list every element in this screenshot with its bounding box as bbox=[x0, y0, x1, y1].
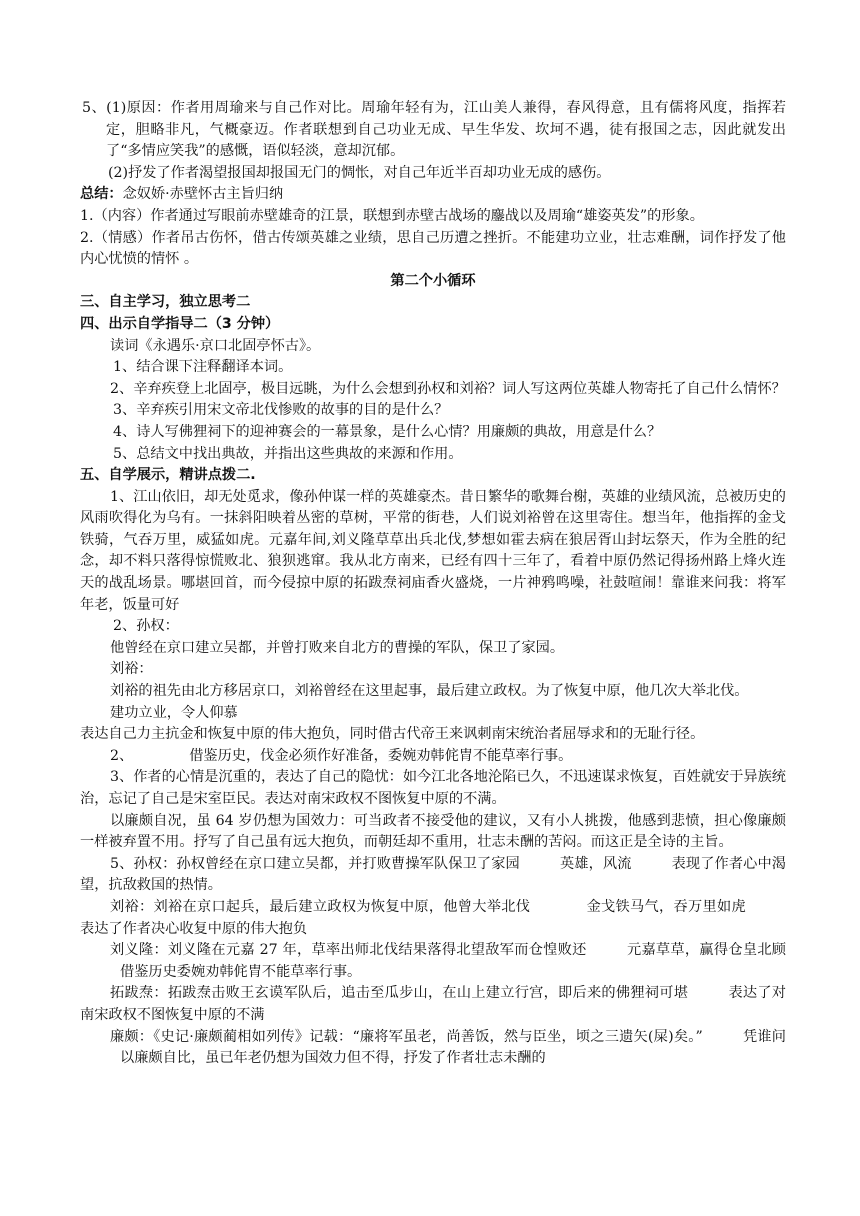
summary-point-2: 2.（情感）作者吊古伤怀，借古传颂英雄之业绩，思自己历遭之挫折。不能建功立业，壮志难酬，词作抒发了他内心忧愤的情怀 。 bbox=[80, 229, 786, 268]
sunquan-text: 5、孙权：孙权曾经在京口建立吴都，并打败曹操军队保卫了家园 bbox=[110, 855, 520, 872]
lianpo-tail: 以廉颇自比，虽已年老仍想为国效力但不得，抒发了作者壮志未酬的 bbox=[120, 1050, 546, 1067]
answer-5-lianpo bbox=[80, 1027, 786, 1070]
sunquan-tail: 表现了作者心中渴望，抗敌救国的热情。 bbox=[80, 855, 786, 894]
answer-2-liuyu: 刘裕的祖先由北方移居京口，刘裕曾经在这里起事，最后建立政权。为了恢复中原，他几次大举北伐。 bbox=[110, 683, 749, 700]
summary-point-1: 1.（内容）作者通过写眼前赤壁雄奇的江景，联想到赤壁古战场的鏖战以及周瑜“雄姿英发”的形象。 bbox=[80, 207, 704, 224]
summary-text: 念奴娇·赤壁怀古主旨归纳 bbox=[122, 186, 284, 203]
liuyu-text: 刘裕：刘裕在京口起兵，最后建立政权为恢复中原，他曾大举北伐 bbox=[110, 898, 531, 915]
answer-2-head: 2、孙权： bbox=[113, 618, 179, 635]
liuyu-keyword: 金戈铁马气，吞万里如虎 bbox=[586, 898, 746, 915]
tuoba-text: 拓跋焘：拓跋焘击败王玄谟军队后，追击至瓜步山，在山上建立行宫，即后来的佛狸祠 bbox=[110, 985, 660, 1002]
tuoba-keyword: 可堪 bbox=[659, 985, 689, 1002]
answer-2-sunquan: 他曾经在京口建立吴都，并曾打败来自北方的曹操的军队，保卫了家园。 bbox=[110, 639, 565, 656]
answer-2-admire: 建功立业，令人仰慕 bbox=[110, 704, 238, 721]
tuoba-tail: 表达了对南宋政权不图恢复中原的不满 bbox=[80, 985, 786, 1023]
section-4-intro: 读词《永遇乐·京口北固亭怀古》。 bbox=[110, 337, 321, 354]
liuyilong-text: 刘义隆：刘义隆在元嘉 27 年，草率出师北伐结果落得北望敌军而仓惶败还 bbox=[110, 942, 587, 959]
document-page bbox=[80, 98, 786, 1070]
question-4: 4、诗人写佛狸祠下的迎神赛会的一幕景象，是什么心情？用廉颇的典故，用意是什么？ bbox=[113, 423, 662, 440]
answer-4: 3、作者的心情是沉重的，表达了自己的隐忧：如今江北各地沦陷已久，不迅速谋求恢复，百姓就安于异族统治，忘记了自己是宋室臣民。表达对南宋政权不图恢复中原的不满。 bbox=[80, 769, 786, 807]
summary-label: 总结： bbox=[80, 186, 123, 203]
answer-5-tuoba bbox=[80, 983, 786, 1026]
liuyilong-keyword: 元嘉草草，赢得仓皇北顾 bbox=[626, 942, 786, 959]
lianpo-text: 廉颇：《史记·廉颇蔺相如列传》记载：“廉将军虽老，尚善饭，然与臣坐，顷之三遗矢(屎)矣。” bbox=[110, 1028, 703, 1045]
section-3-title: 三、自主学习，独立思考二 bbox=[80, 294, 251, 311]
answer-5-liuyilong bbox=[80, 940, 786, 983]
answer-2-liuyu-head: 刘裕： bbox=[110, 661, 153, 678]
answer-3-text: 借鉴历史，伐金必须作好准备，委婉劝韩侂胄不能草率行事。 bbox=[189, 747, 573, 764]
summary-line bbox=[80, 184, 786, 206]
lianpo-keyword: 凭谁问 bbox=[742, 1028, 786, 1045]
question-3: 3、辛弃疾引用宋文帝北伐惨败的故事的目的是什么？ bbox=[113, 402, 449, 419]
section-5-title: 五、自学展示，精讲点拨二. bbox=[80, 467, 256, 484]
answer-5-1: 5、(1)原因：作者用周瑜来与自己作对比。周瑜年轻有为，江山美人兼得，春风得意，且有儒将风度，指挥若定，胆略非凡，气概豪迈。作者联想到自己功业无成、早生华发、坎坷不遇，徒有报国之志，因此就发出了“多情应笑我”的感慨，语似轻淡，意却沉郁。 bbox=[82, 100, 786, 160]
answer-5-2: (2)抒发了作者渴望报国却报国无门的惆怅，对自己年近半百却功业无成的感伤。 bbox=[108, 164, 611, 181]
answer-1: 1、江山依旧，却无处觅求，像孙仲谋一样的英雄豪杰。昔日繁华的歌舞台榭，英雄的业绩风流，总被历史的风雨吹得化为乌有。一抹斜阳映着丛密的草树，平常的街巷，人们说刘裕曾在这里寄住。想当年，他指挥的金戈铁骑，气吞万里，威猛如虎。元嘉年间,刘义隆草草出兵北伐,梦想如霍去病在狼居胥山封坛祭天，作为全胜的纪念，却不料只落得惊慌败北、狼狈逃窜。我从北方南来，已经有四十三年了，看着中原仍然记得扬州路上烽火连天的战乱场景。哪堪回首，而今侵掠中原的拓跋焘祠庙香火盛烧，一片神鸦鸣噪，社鼓喧闹！靠谁来问我：将军年老，饭量可好 bbox=[80, 488, 786, 613]
answer-3-line bbox=[80, 746, 786, 768]
liuyilong-tail: 借鉴历史委婉劝韩侂胄不能草率行事。 bbox=[120, 963, 362, 980]
question-1: 1、结合课下注释翻译本词。 bbox=[113, 359, 293, 376]
answer-5-liuyu bbox=[80, 897, 786, 940]
answer-4b: 以廉颇自况，虽 64 岁仍想为国效力：可当政者不接受他的建议，又有小人挑拨，他感到悲愤，担心像廉颇一样被弃置不用。抒写了自己虽有远大抱负，而朝廷却不重用，壮志未酬的苦闷。而这正是全诗的主旨。 bbox=[80, 812, 786, 851]
question-5: 5、总结文中找出典故，并指出这些典故的来源和作用。 bbox=[113, 445, 463, 462]
liuyu-tail: 表达了作者决心收复中原的伟大抱负 bbox=[80, 920, 308, 937]
answer-5-sunquan bbox=[80, 854, 786, 897]
answer-2-express: 表达自己力主抗金和恢复中原的伟大抱负，同时借古代帝王来讽刺南宋统治者屈辱求和的无耻行径。 bbox=[80, 726, 705, 743]
section-4-title: 四、出示自学指导二（3 分钟） bbox=[80, 315, 280, 332]
sunquan-keyword: 英雄，风流 bbox=[559, 855, 632, 872]
question-2: 2、辛弃疾登上北固亭，极目远眺，为什么会想到孙权和刘裕？词人写这两位英雄人物寄托了自己什么情怀？ bbox=[110, 380, 786, 397]
cycle-title: 第二个小循环 bbox=[390, 272, 476, 289]
answer-3-num: 2、 bbox=[110, 747, 134, 764]
